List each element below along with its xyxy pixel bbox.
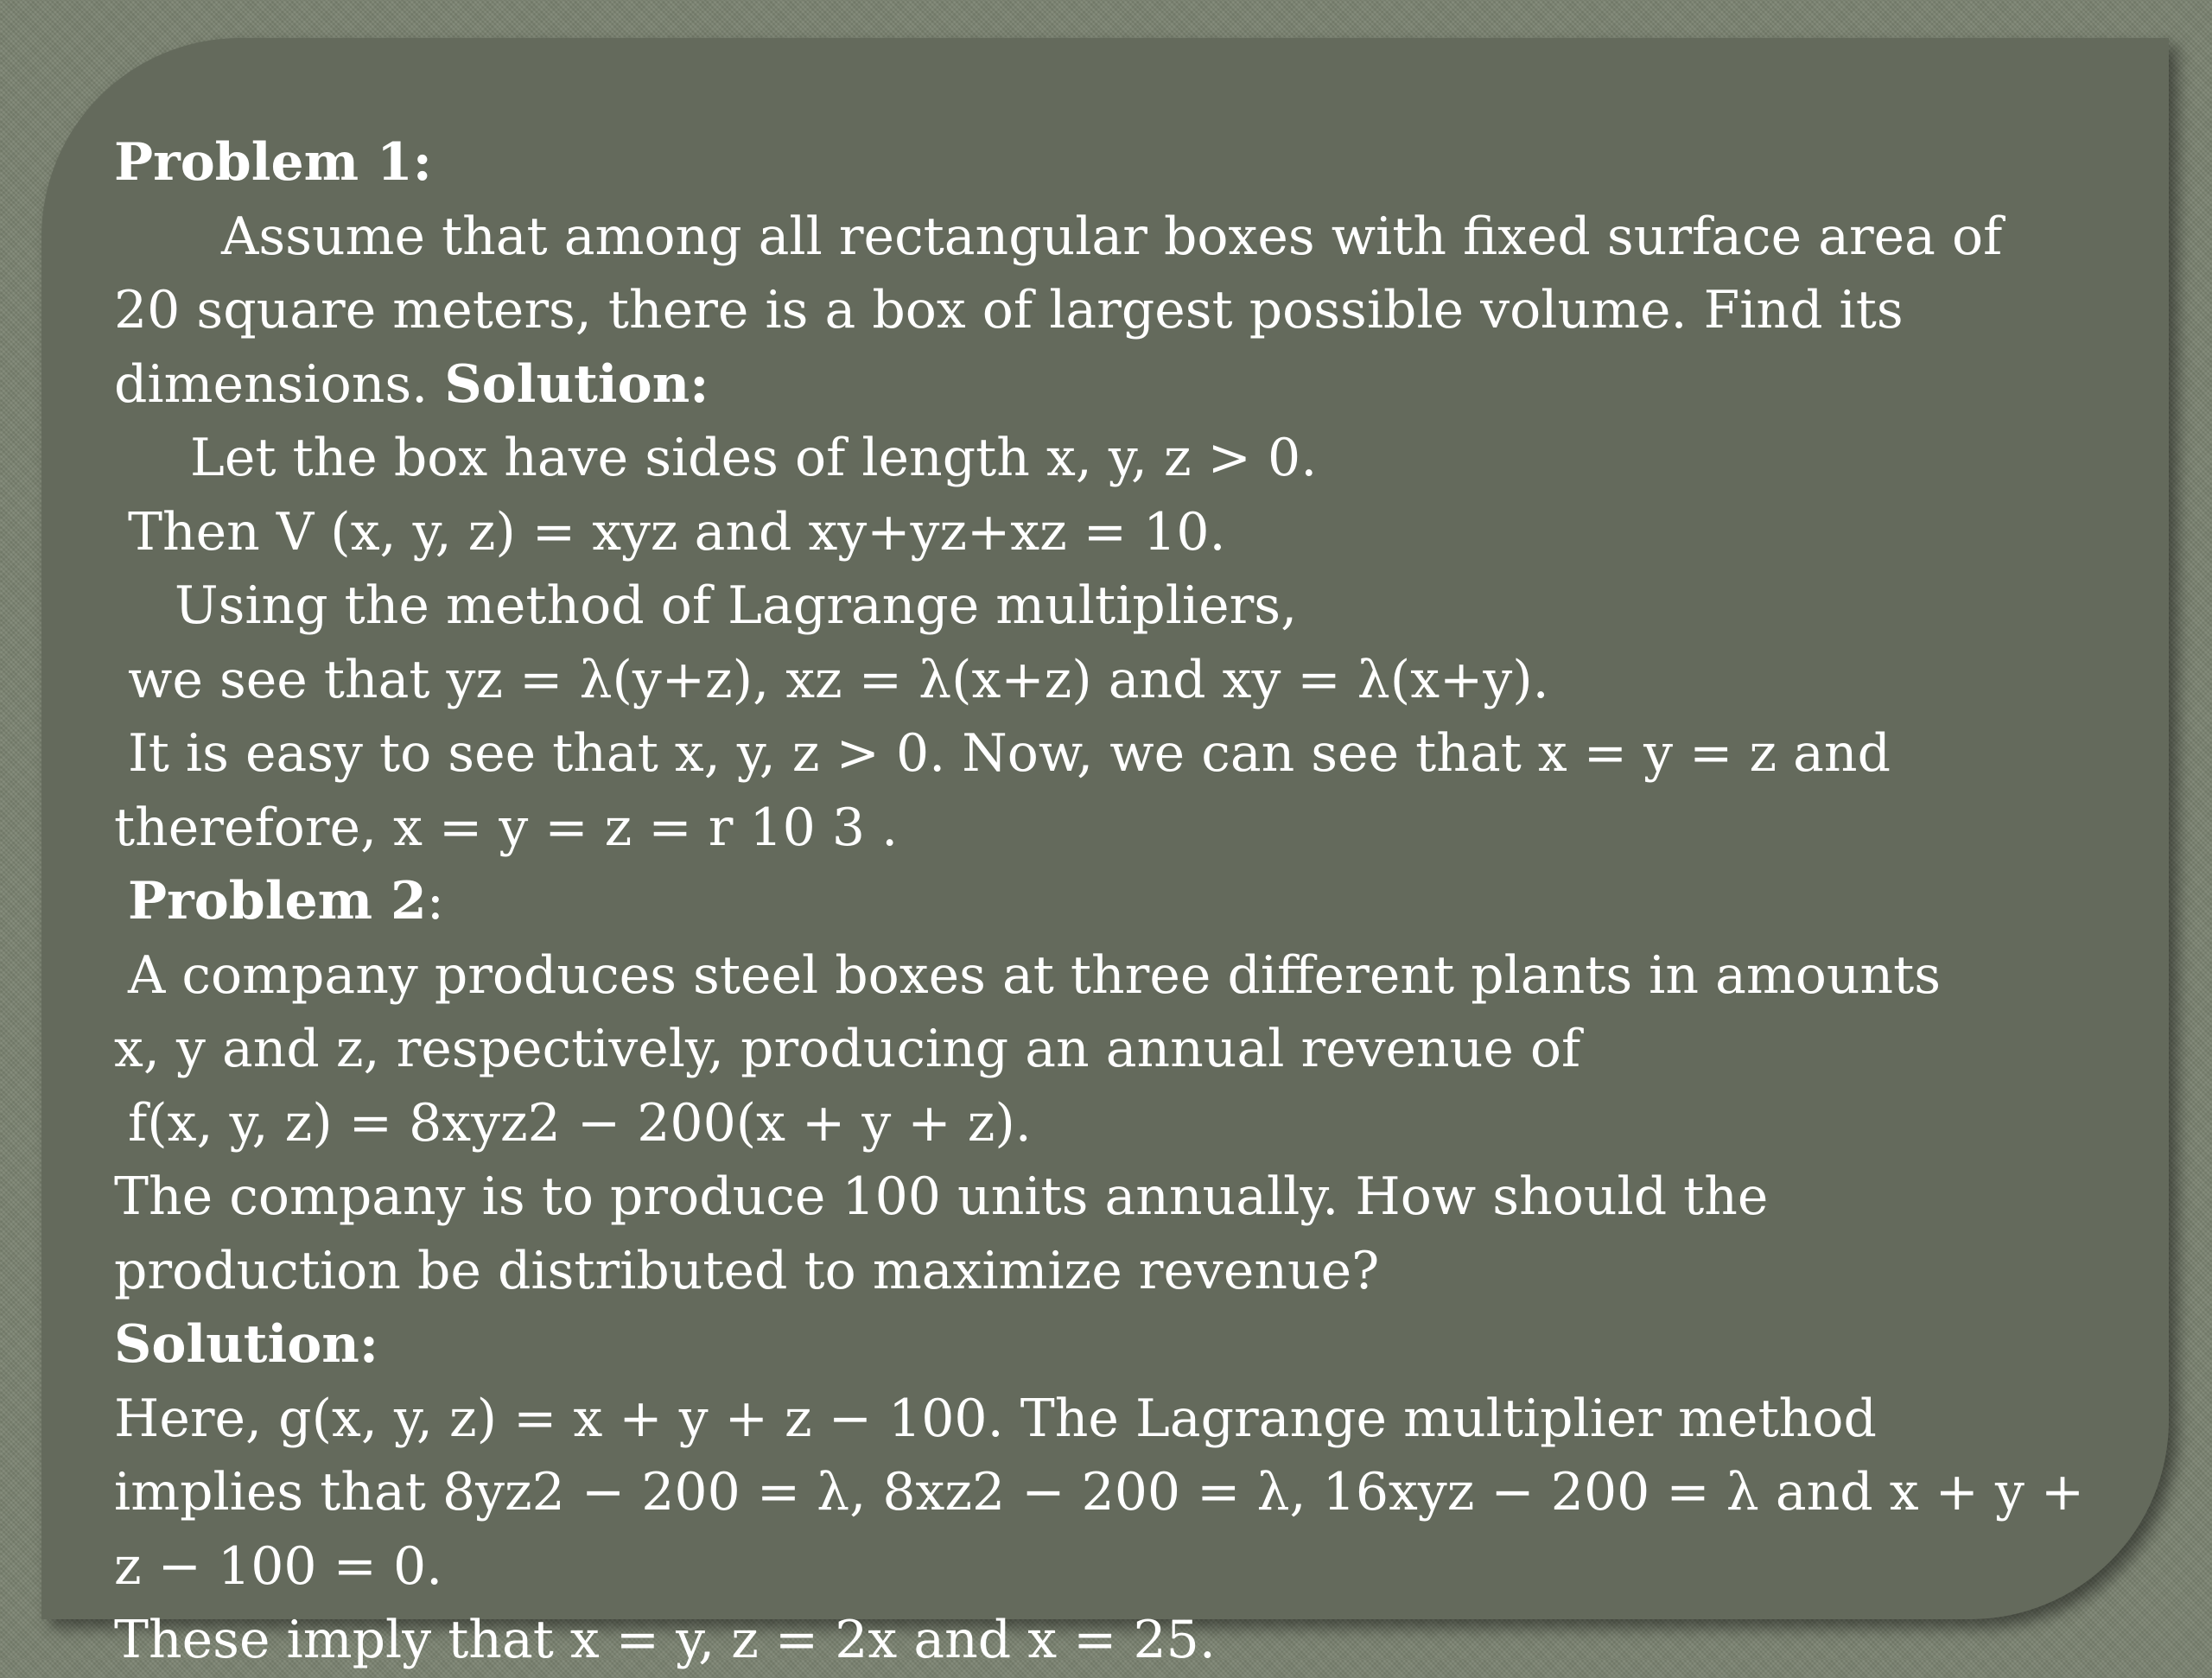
problem2-title-line bbox=[114, 865, 2127, 939]
problem2-solution-label: Solution: bbox=[114, 1314, 379, 1375]
problem2-solution-line-1: Here, g(x, y, z) = x + y + z − 100. The Lagrange multiplier method bbox=[114, 1388, 1877, 1449]
slide-body-text bbox=[114, 126, 2127, 1678]
problem1-solution-line-1: Let the box have sides of length x, y, z > 0. bbox=[190, 428, 1318, 488]
problem1-solution-label: Solution: bbox=[444, 353, 709, 415]
problem1-solution-line-4: we see that yz = λ(y+z), xz = λ(x+z) and xy = λ(x+y). bbox=[128, 649, 1549, 710]
problem2-statement-line-2: x, y and z, respectively, producing an annual revenue of bbox=[114, 1019, 1581, 1079]
problem2-title: Problem 2 bbox=[128, 871, 427, 931]
problem1-statement-line-2: 20 square meters, there is a box of largest possible volume. Find its bbox=[114, 280, 1904, 340]
problem2-solution-line-4: These imply that x = y, z = 2x and x = 25. bbox=[114, 1610, 1216, 1670]
problem1-statement-line-3-text: dimensions. bbox=[114, 353, 445, 415]
problem1-title: Problem 1: bbox=[114, 132, 432, 193]
problem2-statement-line-1: A company produces steel boxes at three different plants in amounts bbox=[128, 944, 1942, 1006]
problem2-statement-line-3: f(x, y, z) = 8xyz2 − 200(x + y + z). bbox=[128, 1092, 1032, 1154]
problem2-solution-line-3: z − 100 = 0. bbox=[114, 1535, 443, 1597]
problem1-solution-line-2: Then V (x, y, z) = xyz and xy+yz+xz = 10. bbox=[128, 501, 1226, 563]
problem2-statement-line-4: The company is to produce 100 units annually. How should the bbox=[114, 1166, 1769, 1227]
problem1-statement-line-3 bbox=[114, 348, 2127, 423]
problem2-solution-line-2: implies that 8yz2 − 200 = λ, 8xz2 − 200 = λ, 16xyz − 200 = λ and x + y + bbox=[114, 1462, 2085, 1522]
problem1-statement-line-1: Assume that among all rectangular boxes with fixed surface area of bbox=[221, 206, 2003, 267]
problem2-statement-line-5: production be distributed to maximize revenue? bbox=[114, 1240, 1380, 1301]
problem2-title-colon: : bbox=[426, 871, 445, 931]
problem1-solution-line-6: therefore, x = y = z = r 10 3 . bbox=[114, 797, 899, 858]
problem1-solution-line-3: Using the method of Lagrange multipliers, bbox=[175, 575, 1298, 636]
problem1-solution-line-5: It is easy to see that x, y, z > 0. Now, we can see that x = y = z and bbox=[128, 723, 1891, 784]
